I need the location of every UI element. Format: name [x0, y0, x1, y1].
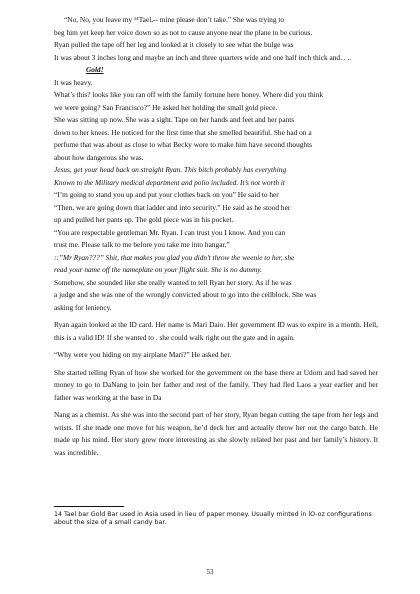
text-line: “No, No, you leave my ¹⁴Tael,-- mine please don’t take.” She was trying to — [64, 15, 285, 24]
page-number: 53 — [206, 568, 214, 576]
paragraph: She started telling Ryan of how she worked for the government on the base there at Udorn and had saved her money to go to DaNang to join her father and rest of the family. They had fled Laos a year earlier and her father was working at the base in Da — [54, 367, 378, 402]
text-line: It was heavy. — [54, 77, 93, 87]
text-line: Ryan pulled the tape off her leg and looked at it closely to see what the bulge was — [54, 40, 294, 49]
footnote: 14 Tael bar Gold Bar used in Asia used in lieu of paper money. Usually minted in lO-oz configurations about the size of a small candy bar. — [54, 511, 372, 527]
footnote-divider — [54, 506, 124, 507]
text-line: She was sitting up now. She was a sight. Tape on her hands and feet and her pants — [54, 115, 295, 124]
italic-thought-line: read your name off the nameplate on your flight suit. She is no dummy. — [54, 265, 262, 274]
paragraph: Ryan again looked at the ID card. Her name is Mari Daio. Her government ID was to expire in a month. Hell, this is a valid ID! If she wanted to . she could walk right out the gate and in again. — [54, 320, 378, 342]
text-line: “Why were you hiding on my airplane Mari?” He asked her. — [54, 350, 232, 359]
text-line: about how dangerous she was. — [54, 152, 144, 162]
text-line: “I’m going to stand you up and put your clothes back on you” He said to her — [54, 190, 279, 199]
text-line: down to her knees. He noticed for the first time that she smelled beautiful. She had on a — [54, 127, 312, 137]
italic-thought-line: Jesus, get your head back on straight Ryan. This bitch probably has everything — [54, 165, 287, 174]
text-line: asking for leniency. — [54, 302, 112, 312]
gold-exclamation: Gold! — [86, 65, 104, 74]
text-line: a judge and she was one of the wrongly convicted about to go into the cellblock. She was — [54, 290, 317, 299]
italic-thought-line: ::”Mr Ryan???” Shit, that makes you glad you didn’t throw the weenie to her, she — [54, 252, 295, 262]
italic-thought-line: Known to the Military medical department and polio included. It’s not worth it — [54, 177, 285, 187]
text-line: What’s this? looks like you ran off with the family fortune here honey. Where did you think — [54, 90, 324, 99]
body-text — [54, 14, 378, 459]
text-line: “Then, we are going down that ladder and into security.” He said as he stood her — [54, 202, 291, 212]
paragraph: Nang as a chemist. As she was into the second part of her story, Ryan began cutting the tape from her legs and wrists. If she made one move for his weapon, he’d deck her and actually throw her out the cargo batch. He made up his mind. Her story grew more interesting as she slowly related her past and her family’s history. It was incredible. — [54, 410, 378, 457]
text-line: perfume that was about as close to what Becky wore to make him have second thoughts — [54, 140, 312, 149]
text-line: we were going? San Francisco?” He asked her holding the small gold piece. — [54, 102, 278, 112]
text-line: beg him yet keep her voice down so as not to cause anyone near the plane to be curious. — [54, 27, 313, 37]
text-line: Somehow, she sounded like she really wanted to tell Ryan her story. As if he was — [54, 277, 292, 287]
text-line: It was about 3 inches long and maybe an inch and three quarters wide and one half inch thick and. . .. — [54, 52, 352, 62]
text-line: “You are respectable gentleman Mr. Ryan. I can trust you I know. And you can — [54, 227, 286, 237]
text-line: trust me. Please talk to me before you take me into hangar.” — [54, 240, 230, 249]
text-line: up and pulled her pants up. The gold piece was in his pocket. — [54, 215, 234, 224]
